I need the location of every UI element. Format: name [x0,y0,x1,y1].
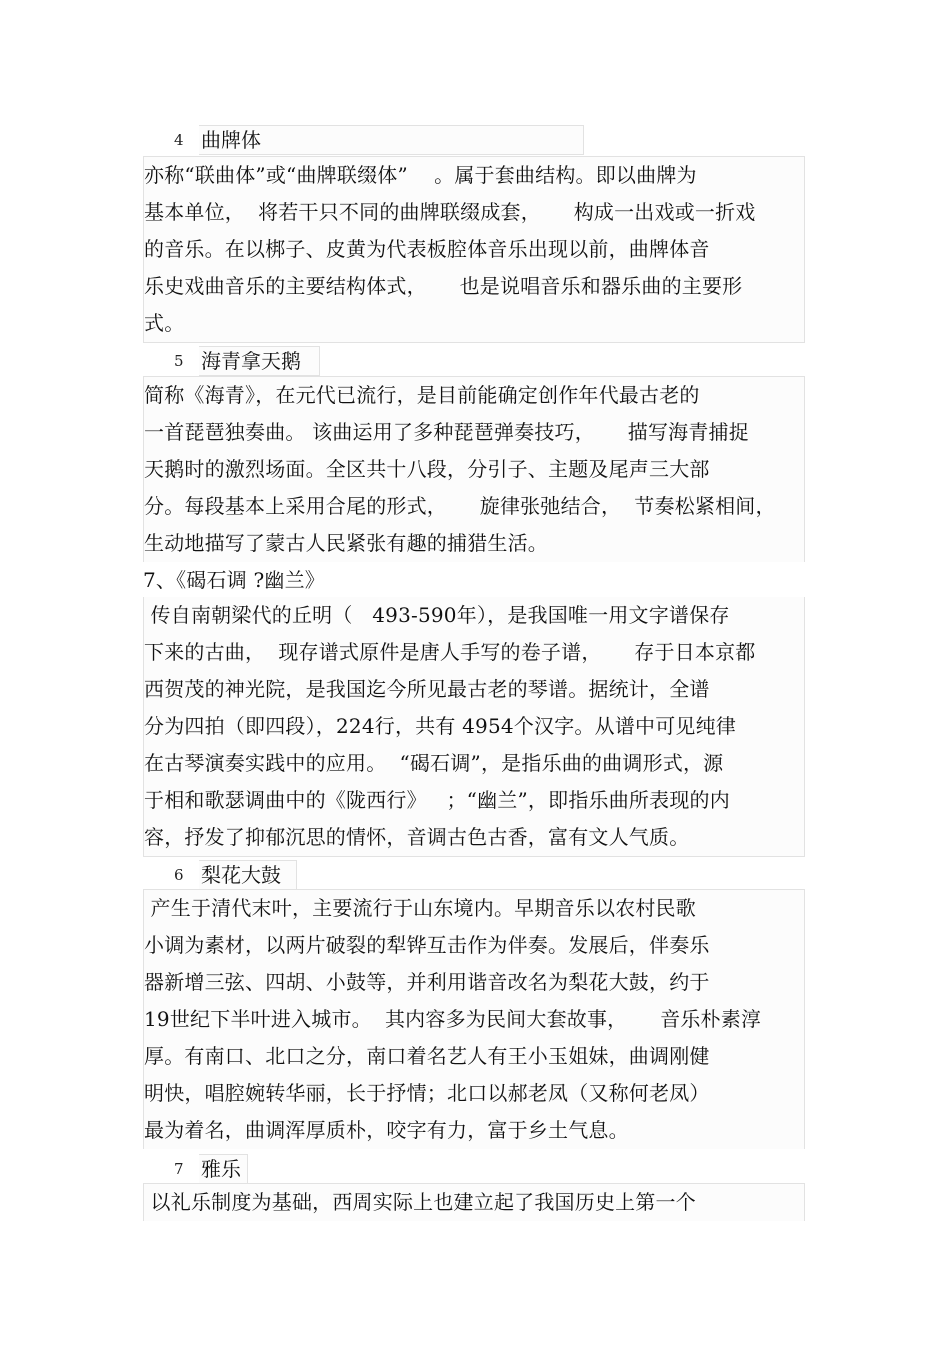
entry-title: 雅乐 [199,1154,248,1184]
entry-body [143,1183,805,1221]
body-line: 产生于清代末叶，主要流行于山东境内。早期音乐以农村民歌 [144,896,696,920]
body-line: 简称《海青》，在元代已流行，是目前能确定创作年代最古老的 [144,383,700,407]
body-line: 一首琵琶独奏曲。 该曲运用了多种琵琶弹奏技巧， 描写海青捕捉 [144,420,749,444]
body-line: 天鹅时的激烈场面。全区共十八段，分引子、主题及尾声三大部 [144,457,710,481]
body-line: 亦称“联曲体”或“曲牌联缀体” 。属于套曲结构。即以曲牌为 [144,163,697,187]
body-line: 于相和歌瑟调曲中的《陇西行》 ；“幽兰”，即指乐曲所表现的内 [144,788,730,812]
body-line: 基本单位， 将若干只不同的曲牌联缀成套， 构成一出戏或一折戏 [144,200,756,224]
body-line: 下来的古曲， 现存谱式原件是唐人手写的卷子谱， 存于日本京都 [144,640,756,664]
body-line: 器新增三弦、四胡、小鼓等，并利用谐音改名为梨花大鼓，约于 [144,970,710,994]
entry-body [143,597,805,857]
body-line: 在古琴演奏实践中的应用。 “碣石调”，是指乐曲的曲调形式，源 [144,751,724,775]
entry-number: 4 [174,131,184,149]
entry-body [143,562,805,599]
body-line: 分为四拍（即四段），224行，共有 4954个汉字。从谱中可见纯律 [144,714,737,738]
body-line: 最为着名，曲调浑厚质朴，咬字有力，富于乡土气息。 [144,1118,629,1142]
entry-title: 梨花大鼓 [199,860,297,890]
body-line: 式。 [144,311,185,335]
entry-title: 曲牌体 [199,125,584,155]
body-line: 生动地描写了蒙古人民紧张有趣的捕猎生活。 [144,531,548,555]
entry-body [143,889,805,1149]
entry-number: 7 [174,1160,184,1178]
body-line: 小调为素材，以两片破裂的犁铧互击作为伴奏。发展后，伴奏乐 [144,933,710,957]
body-line: 的音乐。在以梆子、皮黄为代表板腔体音乐出现以前，曲牌体音 [144,237,710,261]
body-line: 19世纪下半叶进入城市。 其内容多为民间大套故事， 音乐朴素淳 [144,1007,762,1031]
body-line: 传自南朝梁代的丘明（ 493-590年），是我国唯一用文字谱保存 [144,603,730,627]
body-line: 明快，唱腔婉转华丽，长于抒情；北口以郝老凤（又称何老凤） [144,1081,710,1105]
entry-body [143,156,805,343]
section-heading: 7、《碣石调 ?幽兰》 [143,568,326,592]
entry-number: 5 [174,352,184,370]
body-line: 以礼乐制度为基础，西周实际上也建立起了我国历史上第一个 [144,1190,696,1214]
body-line: 容，抒发了抑郁沉思的情怀，音调古色古香，富有文人气质。 [144,825,690,849]
body-line: 厚。有南口、北口之分，南口着名艺人有王小玉姐妹，曲调刚健 [144,1044,710,1068]
body-line: 西贺茂的神光院，是我国迄今所见最古老的琴谱。据统计，全谱 [144,677,710,701]
entry-body [143,376,805,562]
body-line: 乐史戏曲音乐的主要结构体式， 也是说唱音乐和器乐曲的主要形 [144,274,743,298]
entry-title: 海青拿天鹅 [199,346,320,376]
entry-number: 6 [174,866,184,884]
body-line: 分。每段基本上采用合尾的形式， 旋律张弛结合， 节奏松紧相间， [144,494,776,518]
